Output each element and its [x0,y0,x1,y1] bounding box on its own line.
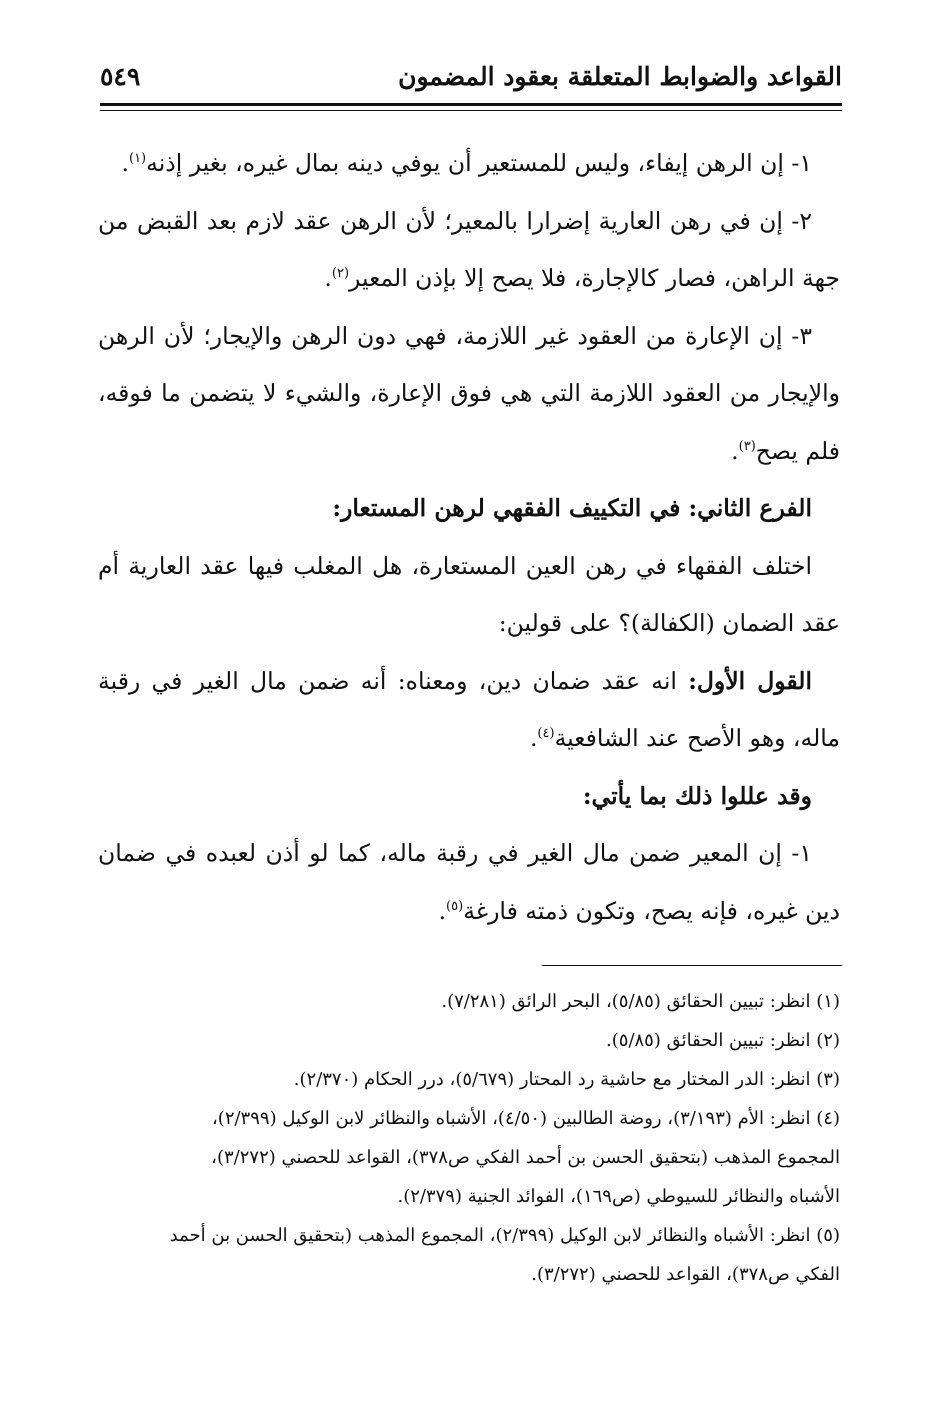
paragraph-4: اختلف الفقهاء في رهن العين المستعارة، هل المغلب فيها عقد العارية أم عقد الضمان (الكفالة)؟ على قولين: [98,551,840,637]
paragraph-1: ١- إن الرهن إيفاء، وليس للمستعير أن يوفي دينه بمال غيره، بغير إذنه$^{(١)}$. [121,149,812,177]
header-rule-thick [100,103,842,106]
footnote-5-line-2: الفكي ص٣٧٨)، القواعد للحصني (٣/٢٧٢). [531,1264,840,1285]
footnote-separator [542,965,842,966]
page-number: ٥٤٩ [100,62,141,91]
footnote-4-line-1: (٤) انظر: الأم (٣/١٩٣)، روضة الطالبين (٤/٥٠)، الأشباه والنظائر لابن الوكيل (٢/٣٩٩)، [211,1108,840,1129]
footnote-3: (٣) انظر: الدر المختار مع حاشية رد المحتار (٥/٦٧٩)، درر الحكام (٢/٣٧٠). [293,1069,840,1090]
header-rule-thin [100,110,842,111]
footnote-4-line-3: الأشباه والنظائر للسيوطي (ص١٦٩)، الفوائد الجنية (٢/٣٧٩). [397,1186,840,1207]
footnote-ref-4: (٤) [537,726,555,742]
page-header [100,52,842,102]
first-opinion-label: القول الأول: [688,666,812,695]
paragraph-5: القول الأول: انه عقد ضمان دين، ومعناه: أنه ضمن مال الغير في رقبة ماله، وهو الأصح عند الشافعية$^{(٤)}$. [98,666,840,752]
section-heading: الفرع الثاني: في التكييف الفقهي لرهن المستعار: [332,494,812,522]
footnote-4-line-2: المجموع المذهب (بتحقيق الحسن بن أحمد الفكي ص٣٧٨)، القواعد للحصني (٣/٢٧٢)، [211,1147,840,1168]
footnote-2: (٢) انظر: تبيين الحقائق (٥/٨٥). [606,1030,840,1051]
footnote-ref-3: (٣) [738,438,756,454]
running-title: القواعد والضوابط المتعلقة بعقود المضمون [398,62,842,91]
footnotes [98,982,840,1294]
footnote-1: (١) انظر: تبيين الحقائق (٥/٨٥)، البحر الرائق (٧/٢٨١). [441,991,840,1012]
main-text [98,135,840,940]
paragraph-7: ١- إن المعير ضمن مال الغير في رقبة ماله، كما لو أذن لعبده في ضمان دين غيره، فإنه يصح، وتكون ذمته فارغة$^{(٥)}$. [98,839,840,925]
footnote-5-line-1: (٥) انظر: الأشباه والنظائر لابن الوكيل (٢/٣٩٩)، المجموع المذهب (بتحقيق الحسن بن أحمد [169,1225,840,1246]
footnote-ref-1: (١) [128,151,147,167]
footnote-ref-2: (٢) [331,266,350,282]
paragraph-3: ٣- إن الإعارة من العقود غير اللازمة، فهي دون الرهن والإيجار؛ لأن الرهن والإيجار من العقود اللازمة التي هي فوق الإعارة، والشيء لا يتضمن ما فوقه، فلم يصح$^{(٣)}$. [98,321,840,465]
paragraph-2: ٢- إن في رهن العارية إضرارا بالمعير؛ لأن الرهن عقد لازم بعد القبض من جهة الراهن، فصار كالإجارة، فلا يصح إلا بإذن المعير$^{(٢)}$. [98,206,840,292]
footnote-ref-5: (٥) [446,898,464,914]
paragraph-6: وقد عللوا ذلك بما يأتي: [582,781,812,810]
